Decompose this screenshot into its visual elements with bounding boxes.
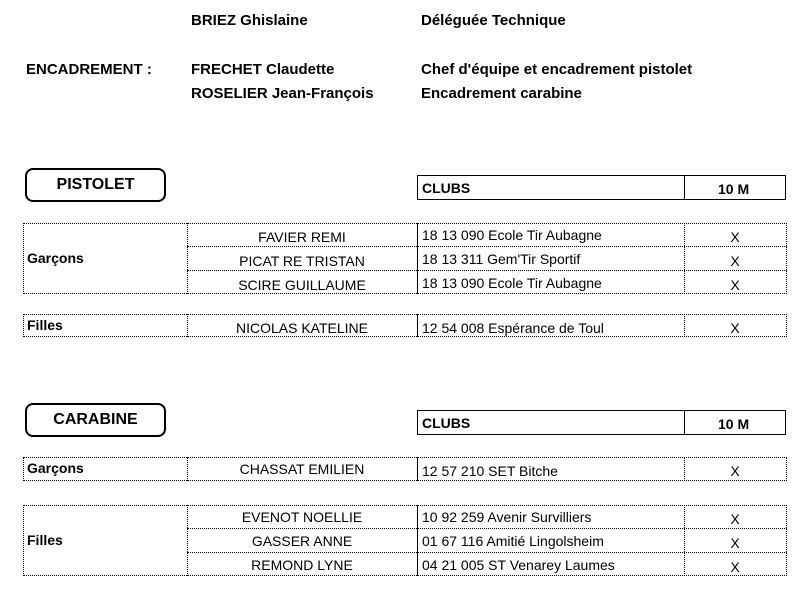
athlete-name: FAVIER REMI [258, 229, 346, 245]
club-info: 12 57 210 SET Bitche [422, 463, 558, 479]
athlete-name: REMOND LYNE [251, 557, 353, 573]
athlete-name: GASSER ANNE [251, 533, 353, 549]
carabine-section-title: CARABINE [25, 403, 166, 437]
club-info: 18 13 090 Ecole Tir Aubagne [422, 275, 602, 291]
pistolet-section-title: PISTOLET [25, 168, 166, 202]
event-mark: X [730, 253, 740, 269]
club-info: 18 13 311 Gem'Tir Sportif [422, 251, 581, 267]
event-mark: X [730, 511, 740, 527]
pistolet-header-clubs: CLUBS [422, 180, 471, 196]
athlete-name: SCIRE GUILLAUME [238, 277, 366, 293]
club-info: 12 54 008 Espérance de Toul [422, 320, 604, 336]
staff-name-3: ROSELIER Jean-François [191, 85, 374, 102]
carabine-garcons-label: Garçons [27, 460, 84, 476]
athlete-name: PICAT RE TRISTAN [239, 253, 365, 269]
encadrement-label: ENCADREMENT : [26, 61, 152, 78]
event-mark: X [730, 277, 740, 293]
club-info: 10 92 259 Avenir Survilliers [422, 509, 592, 525]
pistolet-filles-label: Filles [27, 317, 63, 333]
event-mark: X [730, 229, 740, 245]
club-info: 04 21 005 ST Venarey Laumes [422, 557, 615, 573]
event-mark: X [730, 320, 740, 336]
event-mark: X [730, 535, 740, 551]
club-info: 18 13 090 Ecole Tir Aubagne [422, 227, 602, 243]
athlete-name: CHASSAT EMILIEN [239, 461, 365, 477]
staff-name-2: FRECHET Claudette [191, 61, 335, 78]
staff-role-3: Encadrement carabine [421, 85, 582, 102]
pistolet-header-event: 10 M [718, 181, 750, 197]
carabine-filles-label: Filles [27, 532, 63, 548]
staff-name-1: BRIEZ Ghislaine [191, 12, 308, 29]
staff-role-1: Déléguée Technique [421, 12, 566, 29]
club-info: 01 67 116 Amitié Lingolsheim [422, 533, 604, 549]
staff-role-2: Chef d'équipe et encadrement pistolet [421, 61, 693, 78]
athlete-name: NICOLAS KATELINE [235, 320, 368, 336]
pistolet-garcons-label: Garçons [27, 250, 84, 266]
athlete-name: EVENOT NOELLIE [241, 509, 363, 525]
event-mark: X [730, 463, 740, 479]
carabine-header-clubs: CLUBS [422, 415, 471, 431]
carabine-header-event: 10 M [718, 416, 750, 432]
event-mark: X [730, 559, 740, 575]
